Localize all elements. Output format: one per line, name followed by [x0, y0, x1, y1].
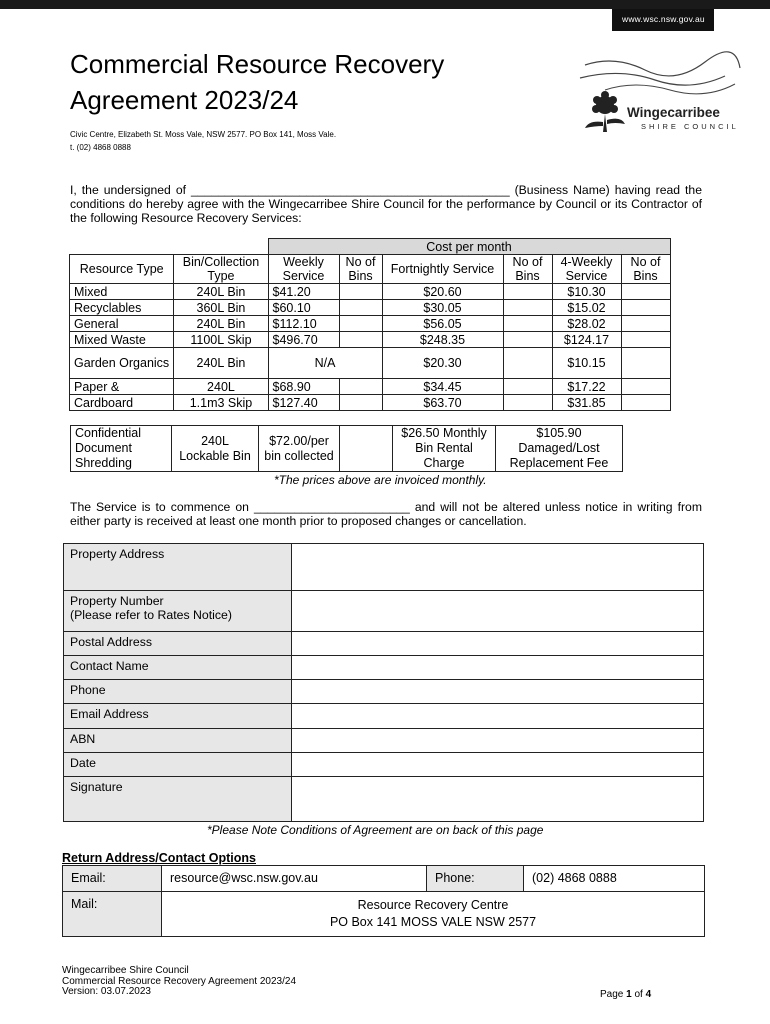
page-prefix: Page	[600, 989, 627, 1000]
weekly-bins-input[interactable]	[339, 332, 382, 348]
page-number	[600, 989, 651, 1000]
fourweekly-cell: $31.85	[552, 395, 621, 411]
fortnightly-bins-input[interactable]	[503, 284, 552, 300]
weekly-bins-input[interactable]	[339, 395, 382, 411]
bin-cell: 1.1m3 Skip	[174, 395, 268, 411]
fourweekly-cell: $17.22	[552, 379, 621, 395]
fortnightly-cell: $30.05	[382, 300, 503, 316]
contact-email[interactable]: resource@wsc.nsw.gov.au	[162, 866, 427, 892]
confidential-bins-input[interactable]	[340, 426, 393, 472]
fourweekly-cell: $15.02	[552, 300, 621, 316]
confidential-rental: $26.50 Monthly Bin Rental Charge	[393, 426, 496, 472]
weekly-cell: $496.70	[268, 332, 339, 348]
top-banner	[0, 0, 770, 9]
fortnightly-cell: $20.30	[382, 348, 503, 379]
customer-details-form	[63, 543, 704, 822]
mail-line-2: PO Box 141 MOSS VALE NSW 2577	[329, 915, 537, 929]
mail-address	[162, 892, 705, 937]
intro-paragraph: I, the undersigned of _______________________________________________ (Business Name) having read the conditions do hereby agree with the Wingecarribee Shire Council for the performance by Council or its Contractor of the following Resource Recovery Services:	[70, 183, 702, 225]
fortnightly-cell: $34.45	[382, 379, 503, 395]
return-contact-table	[62, 865, 705, 937]
header-fortnightly: Fortnightly Service	[382, 255, 503, 284]
form-label: Property Address	[64, 544, 292, 591]
footer-line-2: Commercial Resource Recovery Agreement 2023/24	[62, 975, 296, 987]
weekly-bins-input[interactable]	[339, 316, 382, 332]
resource-cell: Recyclables	[70, 300, 174, 316]
footer-line-3: Version: 03.07.2023	[62, 986, 151, 997]
abn-input[interactable]	[292, 729, 704, 753]
pricing-corner	[70, 239, 269, 255]
header-bin-type: Bin/Collection Type	[174, 255, 268, 284]
weekly-cell: N/A	[268, 348, 382, 379]
date-input[interactable]	[292, 753, 704, 777]
table-row	[70, 395, 671, 411]
page-of: of	[631, 989, 646, 1000]
phone-input[interactable]	[292, 680, 704, 704]
footer	[62, 966, 296, 998]
weekly-cell: $41.20	[268, 284, 339, 300]
contact-phone: (02) 4868 0888	[524, 866, 705, 892]
form-label: Contact Name	[64, 656, 292, 680]
email-label: Email:	[63, 866, 162, 892]
form-label: Phone	[64, 680, 292, 704]
fourweekly-bins-input[interactable]	[621, 284, 670, 300]
table-row	[70, 316, 671, 332]
weekly-cell: $112.10	[268, 316, 339, 332]
fortnightly-cell: $63.70	[382, 395, 503, 411]
fortnightly-cell: $248.35	[382, 332, 503, 348]
fortnightly-cell: $56.05	[382, 316, 503, 332]
page-current: 1	[626, 989, 632, 1000]
resource-cell: Paper &	[70, 379, 174, 395]
phone-label: Phone:	[427, 866, 524, 892]
footer-line-1: Wingecarribee Shire Council	[62, 965, 189, 976]
property-address-input[interactable]	[292, 544, 704, 591]
fourweekly-bins-input[interactable]	[621, 348, 670, 379]
fortnightly-bins-input[interactable]	[503, 379, 552, 395]
commence-paragraph: The Service is to commence on _______________________ and will not be altered unless notice in writing from either party is received at least one month prior to proposed changes or cancellation.	[70, 500, 702, 528]
logo-name: Wingecarribee	[627, 105, 720, 120]
title-line-1: Commercial Resource Recovery	[70, 49, 445, 79]
fourweekly-bins-input[interactable]	[621, 316, 670, 332]
address-line-2: t. (02) 4868 0888	[70, 143, 131, 152]
fortnightly-bins-input[interactable]	[503, 316, 552, 332]
property-number-input[interactable]	[292, 591, 704, 632]
fortnightly-bins-input[interactable]	[503, 348, 552, 379]
table-row	[70, 348, 671, 379]
weekly-cell: $68.90	[268, 379, 339, 395]
header-fourweekly-bins: No of Bins	[621, 255, 670, 284]
bin-cell: 1100L Skip	[174, 332, 268, 348]
website-url[interactable]: www.wsc.nsw.gov.au	[622, 14, 705, 24]
resource-cell: Garden Organics	[70, 348, 174, 379]
fourweekly-bins-input[interactable]	[621, 332, 670, 348]
weekly-bins-input[interactable]	[339, 379, 382, 395]
table-row	[70, 300, 671, 316]
bin-cell: 240L Bin	[174, 284, 268, 300]
fortnightly-cell: $20.60	[382, 284, 503, 300]
resource-cell: Mixed Waste	[70, 332, 174, 348]
fourweekly-bins-input[interactable]	[621, 300, 670, 316]
address-line-1: Civic Centre, Elizabeth St. Moss Vale, NSW 2577. PO Box 141, Moss Vale.	[70, 130, 337, 139]
bin-cell: 240L Bin	[174, 348, 268, 379]
form-label: Date	[64, 753, 292, 777]
form-label: Signature	[64, 777, 292, 822]
weekly-bins-input[interactable]	[339, 284, 382, 300]
fortnightly-bins-input[interactable]	[503, 332, 552, 348]
weekly-cell: $60.10	[268, 300, 339, 316]
resource-cell: General	[70, 316, 174, 332]
form-label: Email Address	[64, 704, 292, 729]
table-row	[70, 284, 671, 300]
mail-line-1: Resource Recovery Centre	[357, 898, 509, 912]
prices-note: *The prices above are invoiced monthly.	[274, 473, 487, 487]
form-label: Property Number (Please refer to Rates Notice)	[64, 591, 292, 632]
confidential-type: Confidential Document Shredding	[71, 426, 172, 472]
header-resource-type: Resource Type	[70, 255, 174, 284]
contact-name-input[interactable]	[292, 656, 704, 680]
weekly-bins-input[interactable]	[339, 300, 382, 316]
signature-input[interactable]	[292, 777, 704, 822]
confidential-shredding-table	[70, 425, 623, 472]
bin-cell: 240L Bin	[174, 316, 268, 332]
header-fourweekly: 4-Weekly Service	[552, 255, 621, 284]
fourweekly-bins-input[interactable]	[621, 395, 670, 411]
confidential-price: $72.00/per bin collected	[259, 426, 340, 472]
postal-address-input[interactable]	[292, 632, 704, 656]
fourweekly-cell: $28.02	[552, 316, 621, 332]
fortnightly-bins-input[interactable]	[503, 395, 552, 411]
council-logo	[575, 50, 745, 140]
page-title	[70, 46, 444, 118]
fourweekly-cell: $124.17	[552, 332, 621, 348]
weekly-cell: $127.40	[268, 395, 339, 411]
table-row	[70, 379, 671, 395]
table-row	[70, 332, 671, 348]
title-line-2: Agreement 2023/24	[70, 85, 299, 115]
email-input[interactable]	[292, 704, 704, 729]
fortnightly-bins-input[interactable]	[503, 300, 552, 316]
fourweekly-bins-input[interactable]	[621, 379, 670, 395]
bin-cell: 360L Bin	[174, 300, 268, 316]
fourweekly-cell: $10.30	[552, 284, 621, 300]
form-label: ABN	[64, 729, 292, 753]
confidential-bin: 240L Lockable Bin	[172, 426, 259, 472]
mail-label: Mail:	[63, 892, 162, 937]
header-weekly: Weekly Service	[268, 255, 339, 284]
resource-cell: Cardboard	[70, 395, 174, 411]
confidential-replacement: $105.90 Damaged/Lost Replacement Fee	[496, 426, 623, 472]
return-heading: Return Address/Contact Options	[62, 851, 256, 865]
conditions-note: *Please Note Conditions of Agreement are on back of this page	[207, 823, 544, 837]
form-label: Postal Address	[64, 632, 292, 656]
bin-cell: 240L	[174, 379, 268, 395]
resource-cell: Mixed	[70, 284, 174, 300]
header-weekly-bins: No of Bins	[339, 255, 382, 284]
pricing-table	[69, 238, 671, 411]
fourweekly-cell: $10.15	[552, 348, 621, 379]
council-address	[70, 128, 336, 154]
header-fortnightly-bins: No of Bins	[503, 255, 552, 284]
logo-subtitle: SHIRE COUNCIL	[641, 122, 739, 131]
page-total: 4	[645, 989, 652, 1000]
cost-per-month-header: Cost per month	[268, 239, 670, 255]
